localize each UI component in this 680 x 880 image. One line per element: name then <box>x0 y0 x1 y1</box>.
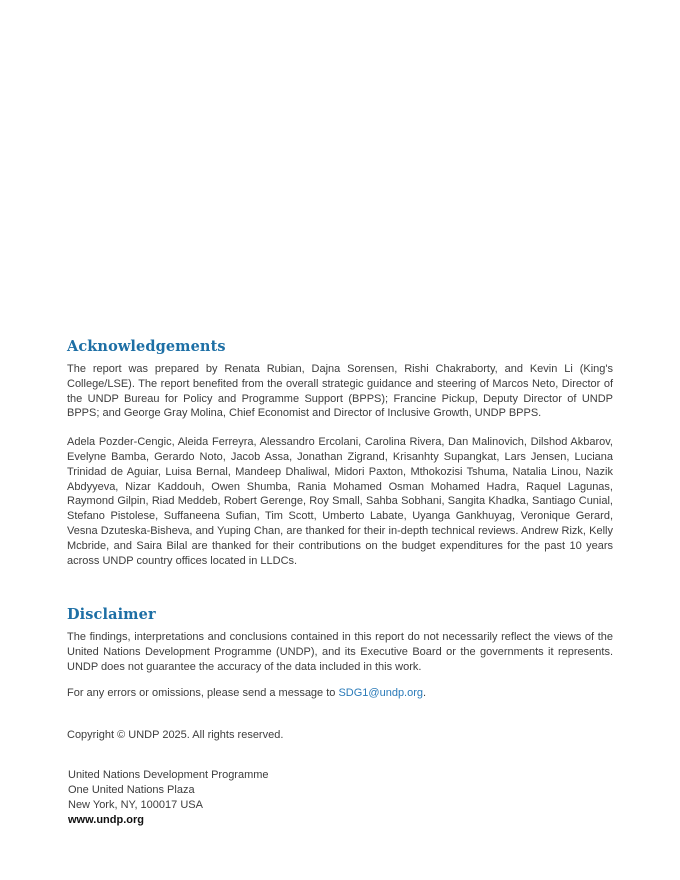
address-line-city: New York, NY, 100017 USA <box>68 798 203 811</box>
disclaimer-heading: Disclaimer <box>67 606 156 624</box>
acknowledgements-paragraph-1: The report was prepared by Renata Rubian, Dajna Sorensen, Rishi Chakraborty, and Kevin Li (King's College/LSE). The report benefited from the overall strategic guidance and steering of Marcos Neto, Director of the UNDP Bureau for Policy and Programme Support (BPPS); Francine Pickup, Deputy Director of UNDP BPPS; and George Gray Molina, Chief Economist and Director of Inclusive Growth, UNDP BPPS. <box>67 363 613 420</box>
errors-contact-text: For any errors or omissions, please send a message to <box>67 686 339 699</box>
copyright-notice: Copyright © UNDP 2025. All rights reserved. <box>67 728 284 741</box>
acknowledgements-heading: Acknowledgements <box>67 338 226 355</box>
address-line-organization: United Nations Development Programme <box>68 769 269 782</box>
disclaimer-paragraph: The findings, interpretations and conclusions contained in this report do not necessarily reflect the views of the United Nations Development Programme (UNDP), and its Executive Board or the governments it represents. UNDP does not guarantee the accuracy of the data included in this work. <box>67 631 613 673</box>
contact-email-link[interactable]: SDG1@undp.org <box>338 686 424 699</box>
organization-address <box>68 768 613 827</box>
errors-contact-line <box>67 686 613 701</box>
page-content <box>67 338 613 828</box>
website-link[interactable]: www.undp.org <box>68 813 144 826</box>
acknowledgements-paragraph-2: Adela Pozder-Cengic, Aleida Ferreyra, Alessandro Ercolani, Carolina Rivera, Dan Malinovich, Dilshod Akbarov, Evelyne Bamba, Gerardo Noto, Jacob Assa, Jonathan Zigrand, Krisanhty Supangkat, Lars Jensen, Luciana Trinidad de Aguiar, Luisa Bernal, Mandeep Dhaliwal, Midori Paxton, Mthokozisi Tshuma, Natalia Linou, Nazik Abdyyeva, Nizar Kaddouh, Owen Shumba, Rania Mohamed Osman Mohamed Hadra, Raquel Lagunas, Raymond Gilpin, Riad Meddeb, Robert Gerenge, Roy Small, Sahba Sobhani, Sangita Khadka, Santiago Cunial, Stefano Pistolese, Suffaneena Sufian, Tim Scott, Umberto Labate, Uyanga Gankhuyag, Veronique Gerard, Vesna Dzuteska-Bisheva, and Yuping Chan, are thanked for their in-depth technical reviews. Andrew Rizk, Kelly Mcbride, and Saira Bilal are thanked for their contributions on the budget expenditures for the past 10 years across UNDP country offices located in LLDCs. <box>67 436 613 567</box>
errors-contact-suffix: . <box>423 686 427 699</box>
address-line-street: One United Nations Plaza <box>68 784 195 797</box>
acknowledgements-section <box>67 338 613 568</box>
disclaimer-section <box>67 606 613 742</box>
